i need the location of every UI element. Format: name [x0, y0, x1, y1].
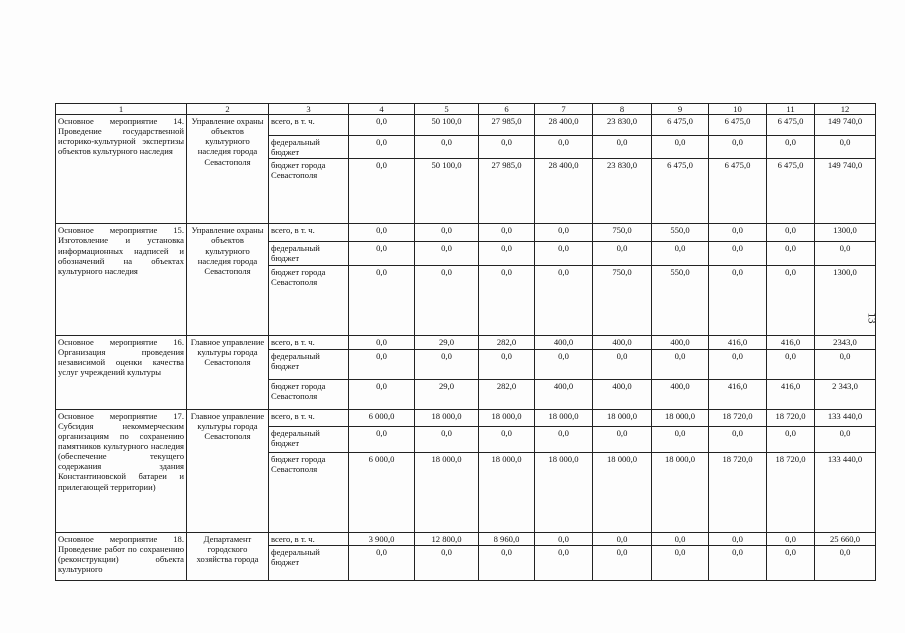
amount-cell: 0,0 [479, 136, 535, 159]
amount-cell: 282,0 [479, 335, 535, 349]
amount-cell: 18 000,0 [535, 409, 593, 426]
amount-cell: 149 740,0 [815, 159, 876, 224]
column-header: 11 [767, 104, 815, 115]
amount-cell: 0,0 [815, 349, 876, 379]
amount-cell: 0,0 [593, 545, 652, 580]
page-number: 13 [865, 312, 878, 324]
amount-cell: 0,0 [815, 242, 876, 265]
amount-cell: 0,0 [415, 265, 479, 335]
amount-cell: 416,0 [767, 335, 815, 349]
amount-cell: 282,0 [479, 379, 535, 409]
amount-cell: 0,0 [349, 426, 415, 452]
amount-cell: 18 000,0 [479, 452, 535, 532]
column-header: 10 [709, 104, 767, 115]
amount-cell: 750,0 [593, 224, 652, 242]
amount-cell: 400,0 [535, 335, 593, 349]
amount-cell: 400,0 [652, 379, 709, 409]
amount-cell: 2 343,0 [815, 379, 876, 409]
amount-cell: 0,0 [349, 242, 415, 265]
funding-source: всего, в т. ч. [269, 409, 349, 426]
amount-cell: 6 475,0 [652, 115, 709, 136]
amount-cell: 0,0 [349, 335, 415, 349]
amount-cell: 0,0 [652, 242, 709, 265]
amount-cell: 0,0 [767, 349, 815, 379]
amount-cell: 0,0 [652, 532, 709, 545]
amount-cell: 0,0 [535, 532, 593, 545]
amount-cell: 25 660,0 [815, 532, 876, 545]
amount-cell: 18 000,0 [593, 452, 652, 532]
amount-cell: 0,0 [415, 242, 479, 265]
amount-cell: 0,0 [479, 349, 535, 379]
amount-cell: 0,0 [349, 159, 415, 224]
amount-cell: 0,0 [535, 136, 593, 159]
funding-source: бюджет города Севастополя [269, 379, 349, 409]
amount-cell: 8 960,0 [479, 532, 535, 545]
table-row [56, 224, 876, 242]
amount-cell: 1300,0 [815, 224, 876, 242]
amount-cell: 0,0 [349, 349, 415, 379]
amount-cell: 1300,0 [815, 265, 876, 335]
amount-cell: 416,0 [709, 379, 767, 409]
funding-source: федеральный бюджет [269, 545, 349, 580]
amount-cell: 18 000,0 [415, 409, 479, 426]
amount-cell: 416,0 [709, 335, 767, 349]
table-row [56, 409, 876, 426]
amount-cell: 6 475,0 [709, 159, 767, 224]
table-row [56, 532, 876, 545]
event-executor: Главное управление культуры города Севастополя [187, 335, 269, 409]
amount-cell: 0,0 [593, 242, 652, 265]
amount-cell: 6 475,0 [652, 159, 709, 224]
funding-source: бюджет города Севастополя [269, 265, 349, 335]
event-name: Основное мероприятие 18. Проведение работ по сохранению (реконструкции) объекта культурного [56, 532, 187, 580]
funding-source: всего, в т. ч. [269, 224, 349, 242]
amount-cell: 27 985,0 [479, 159, 535, 224]
event-name: Основное мероприятие 15. Изготовление и установка информационных надписей и обозначений на объектах культурного наследия [56, 224, 187, 335]
column-header: 8 [593, 104, 652, 115]
amount-cell: 133 440,0 [815, 409, 876, 426]
amount-cell: 0,0 [349, 379, 415, 409]
event-name: Основное мероприятие 14. Проведение государственной историко-культурной экспертизы объектов культурного наследия [56, 115, 187, 224]
amount-cell: 550,0 [652, 224, 709, 242]
amount-cell: 0,0 [535, 426, 593, 452]
amount-cell: 0,0 [593, 532, 652, 545]
funding-source: федеральный бюджет [269, 242, 349, 265]
column-header: 5 [415, 104, 479, 115]
amount-cell: 50 100,0 [415, 115, 479, 136]
amount-cell: 400,0 [593, 335, 652, 349]
amount-cell: 0,0 [479, 426, 535, 452]
amount-cell: 0,0 [349, 265, 415, 335]
amount-cell: 23 830,0 [593, 115, 652, 136]
amount-cell: 0,0 [709, 426, 767, 452]
amount-cell: 0,0 [535, 265, 593, 335]
amount-cell: 0,0 [479, 265, 535, 335]
table-row [56, 115, 876, 136]
amount-cell: 0,0 [349, 136, 415, 159]
amount-cell: 0,0 [815, 426, 876, 452]
amount-cell: 18 720,0 [709, 409, 767, 426]
amount-cell: 0,0 [815, 545, 876, 580]
amount-cell: 0,0 [479, 224, 535, 242]
amount-cell: 6 000,0 [349, 452, 415, 532]
amount-cell: 0,0 [767, 136, 815, 159]
amount-cell: 0,0 [593, 426, 652, 452]
column-header: 2 [187, 104, 269, 115]
amount-cell: 18 000,0 [535, 452, 593, 532]
table-row [56, 335, 876, 349]
amount-cell: 18 720,0 [709, 452, 767, 532]
funding-source: всего, в т. ч. [269, 335, 349, 349]
amount-cell: 0,0 [767, 532, 815, 545]
amount-cell: 0,0 [349, 224, 415, 242]
amount-cell: 0,0 [709, 224, 767, 242]
amount-cell: 0,0 [652, 136, 709, 159]
amount-cell: 50 100,0 [415, 159, 479, 224]
amount-cell: 0,0 [415, 426, 479, 452]
funding-source: федеральный бюджет [269, 136, 349, 159]
amount-cell: 0,0 [415, 349, 479, 379]
amount-cell: 29,0 [415, 379, 479, 409]
column-header: 7 [535, 104, 593, 115]
amount-cell: 400,0 [593, 379, 652, 409]
amount-cell: 28 400,0 [535, 115, 593, 136]
amount-cell: 28 400,0 [535, 159, 593, 224]
amount-cell: 23 830,0 [593, 159, 652, 224]
funding-source: федеральный бюджет [269, 426, 349, 452]
amount-cell: 3 900,0 [349, 532, 415, 545]
column-header: 4 [349, 104, 415, 115]
amount-cell: 0,0 [767, 224, 815, 242]
amount-cell: 0,0 [349, 115, 415, 136]
amount-cell: 400,0 [652, 335, 709, 349]
amount-cell: 0,0 [652, 426, 709, 452]
column-header: 1 [56, 104, 187, 115]
amount-cell: 0,0 [767, 426, 815, 452]
column-header: 12 [815, 104, 876, 115]
event-executor: Департамент городского хозяйства города [187, 532, 269, 580]
amount-cell: 18 000,0 [479, 409, 535, 426]
funding-source: бюджет города Севастополя [269, 452, 349, 532]
event-executor: Управление охраны объектов культурного наследия города Севастополя [187, 115, 269, 224]
amount-cell: 0,0 [652, 545, 709, 580]
amount-cell: 0,0 [767, 545, 815, 580]
amount-cell: 2343,0 [815, 335, 876, 349]
event-name: Основное мероприятие 16. Организация проведения независимой оценки качества услуг учреждений культуры [56, 335, 187, 409]
event-executor: Главное управление культуры города Севастополя [187, 409, 269, 532]
amount-cell: 18 000,0 [593, 409, 652, 426]
funding-source: федеральный бюджет [269, 349, 349, 379]
amount-cell: 0,0 [479, 545, 535, 580]
amount-cell: 416,0 [767, 379, 815, 409]
amount-cell: 149 740,0 [815, 115, 876, 136]
amount-cell: 0,0 [535, 224, 593, 242]
funding-source: всего, в т. ч. [269, 532, 349, 545]
event-name: Основное мероприятие 17. Субсидия некоммерческим организациям по сохранению памятников культурного наследия (обеспечение текущего содержания здания Константиновской батареи и прилегающей территории) [56, 409, 187, 532]
amount-cell: 18 000,0 [652, 452, 709, 532]
amount-cell: 0,0 [535, 349, 593, 379]
amount-cell: 27 985,0 [479, 115, 535, 136]
amount-cell: 550,0 [652, 265, 709, 335]
amount-cell: 0,0 [535, 242, 593, 265]
header-row [56, 104, 876, 115]
amount-cell: 6 000,0 [349, 409, 415, 426]
amount-cell: 0,0 [415, 224, 479, 242]
column-header: 3 [269, 104, 349, 115]
amount-cell: 0,0 [593, 349, 652, 379]
amount-cell: 0,0 [415, 545, 479, 580]
amount-cell: 18 720,0 [767, 409, 815, 426]
amount-cell: 0,0 [593, 136, 652, 159]
amount-cell: 133 440,0 [815, 452, 876, 532]
amount-cell: 0,0 [479, 242, 535, 265]
amount-cell: 0,0 [767, 242, 815, 265]
amount-cell: 0,0 [349, 545, 415, 580]
amount-cell: 0,0 [709, 532, 767, 545]
amount-cell: 0,0 [652, 349, 709, 379]
amount-cell: 18 000,0 [415, 452, 479, 532]
amount-cell: 0,0 [709, 545, 767, 580]
amount-cell: 29,0 [415, 335, 479, 349]
amount-cell: 0,0 [709, 242, 767, 265]
amount-cell: 0,0 [709, 136, 767, 159]
amount-cell: 0,0 [767, 265, 815, 335]
funding-source: бюджет города Севастополя [269, 159, 349, 224]
amount-cell: 0,0 [709, 265, 767, 335]
amount-cell: 0,0 [535, 545, 593, 580]
amount-cell: 750,0 [593, 265, 652, 335]
amount-cell: 0,0 [709, 349, 767, 379]
column-header: 6 [479, 104, 535, 115]
amount-cell: 0,0 [415, 136, 479, 159]
event-executor: Управление охраны объектов культурного наследия города Севастополя [187, 224, 269, 335]
column-header: 9 [652, 104, 709, 115]
amount-cell: 6 475,0 [767, 115, 815, 136]
amount-cell: 12 800,0 [415, 532, 479, 545]
amount-cell: 6 475,0 [767, 159, 815, 224]
amount-cell: 18 720,0 [767, 452, 815, 532]
amount-cell: 400,0 [535, 379, 593, 409]
program-table [55, 103, 876, 581]
funding-source: всего, в т. ч. [269, 115, 349, 136]
amount-cell: 18 000,0 [652, 409, 709, 426]
amount-cell: 6 475,0 [709, 115, 767, 136]
amount-cell: 0,0 [815, 136, 876, 159]
